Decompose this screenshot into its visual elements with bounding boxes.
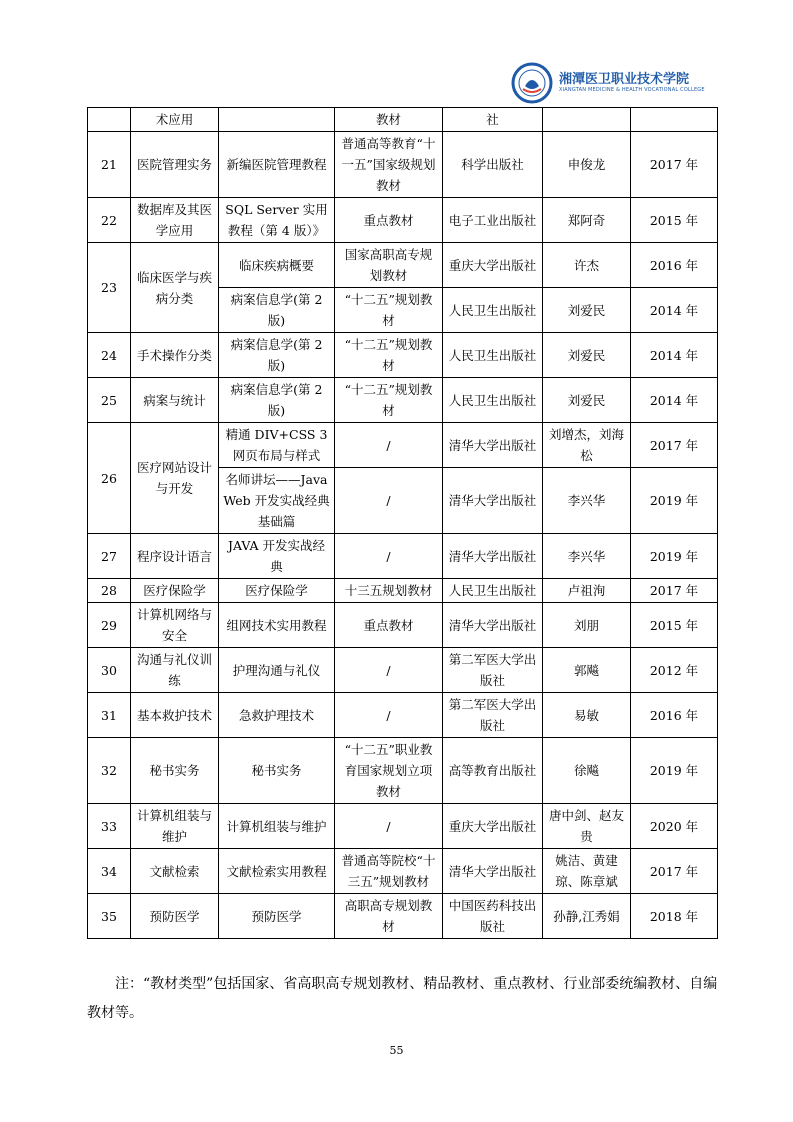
year-cell: 2014 年 [631,333,718,378]
year-cell: 2017 年 [631,849,718,894]
course-name-cell: 文献检索 [131,849,219,894]
table-row [88,132,718,198]
table-row [88,648,718,693]
row-number-cell: 22 [88,198,131,243]
table-cell [88,108,131,132]
row-number-cell: 35 [88,894,131,939]
publisher-cell: 高等教育出版社 [443,738,543,804]
row-number-cell: 24 [88,333,131,378]
table-row [88,579,718,603]
book-type-cell: / [335,534,443,579]
row-number-cell: 33 [88,804,131,849]
table-row [88,378,718,423]
course-name-cell: 医院管理实务 [131,132,219,198]
book-type-cell: / [335,804,443,849]
table-row [88,849,718,894]
book-name-cell: 预防医学 [219,894,335,939]
row-number-cell: 27 [88,534,131,579]
author-cell: 李兴华 [543,468,631,534]
textbook-table [87,107,718,939]
book-name-cell: 医疗保险学 [219,579,335,603]
year-cell: 2019 年 [631,468,718,534]
course-name-cell: 数据库及其医学应用 [131,198,219,243]
book-name-cell: 秘书实务 [219,738,335,804]
table-cell [631,108,718,132]
book-type-cell: 重点教材 [335,603,443,648]
book-type-cell: 国家高职高专规划教材 [335,243,443,288]
school-logo [511,62,711,104]
table-row [88,423,718,468]
course-name-cell: 临床医学与疾病分类 [131,243,219,333]
author-cell: 刘爱民 [543,288,631,333]
book-name-cell: 病案信息学(第 2 版) [219,288,335,333]
row-number-cell: 31 [88,693,131,738]
year-cell: 2016 年 [631,693,718,738]
book-type-cell: “十二五”规划教材 [335,333,443,378]
book-name-cell: 护理沟通与礼仪 [219,648,335,693]
table-row [88,603,718,648]
school-name: 湘潭医卫职业技术学院 [559,72,690,87]
year-cell: 2014 年 [631,378,718,423]
author-cell: 刘爱民 [543,378,631,423]
book-name-cell: 精通 DIV+CSS 3 网页布局与样式 [219,423,335,468]
table-cell [219,108,335,132]
book-type-cell: / [335,693,443,738]
publisher-cell: 第二军医大学出版社 [443,648,543,693]
year-cell: 2012 年 [631,648,718,693]
publisher-cell: 人民卫生出版社 [443,333,543,378]
publisher-cell: 人民卫生出版社 [443,378,543,423]
publisher-cell: 人民卫生出版社 [443,579,543,603]
course-name-cell: 手术操作分类 [131,333,219,378]
book-type-cell: “十二五”规划教材 [335,378,443,423]
course-name-cell: 沟通与礼仪训练 [131,648,219,693]
author-cell: 刘爱民 [543,333,631,378]
book-type-cell: “十二五”规划教材 [335,288,443,333]
publisher-cell: 清华大学出版社 [443,423,543,468]
book-type-cell: 重点教材 [335,198,443,243]
book-name-cell: 计算机组装与维护 [219,804,335,849]
book-type-cell: 十三五规划教材 [335,579,443,603]
author-cell: 郑阿奇 [543,198,631,243]
table-row [88,243,718,288]
book-name-cell: 病案信息学(第 2 版) [219,333,335,378]
author-cell: 卢祖洵 [543,579,631,603]
publisher-cell: 清华大学出版社 [443,468,543,534]
publisher-cell: 电子工业出版社 [443,198,543,243]
year-cell: 2020 年 [631,804,718,849]
course-name-cell: 基本救护技术 [131,693,219,738]
course-name-cell: 计算机组装与维护 [131,804,219,849]
book-name-cell: 新编医院管理教程 [219,132,335,198]
book-name-cell: 组网技术实用教程 [219,603,335,648]
row-number-cell: 25 [88,378,131,423]
author-cell: 唐中剑、赵友贵 [543,804,631,849]
year-cell: 2015 年 [631,603,718,648]
year-cell: 2016 年 [631,243,718,288]
book-type-cell: / [335,648,443,693]
table-row [88,333,718,378]
book-name-cell: 临床疾病概要 [219,243,335,288]
course-name-cell: 医疗网站设计与开发 [131,423,219,534]
course-name-cell: 程序设计语言 [131,534,219,579]
year-cell: 2017 年 [631,579,718,603]
author-cell: 易敏 [543,693,631,738]
table-cell: 教材 [335,108,443,132]
author-cell: 刘增杰，刘海松 [543,423,631,468]
book-type-cell: / [335,468,443,534]
year-cell: 2015 年 [631,198,718,243]
author-cell: 孙静,江秀娟 [543,894,631,939]
course-name-cell: 医疗保险学 [131,579,219,603]
publisher-cell: 第二军医大学出版社 [443,693,543,738]
school-name-en: XIANGTAN MEDICINE & HEALTH VOCATIONAL COLLEGE [559,87,705,93]
author-cell: 徐飚 [543,738,631,804]
school-emblem-icon [511,62,553,104]
book-type-cell: “十二五”职业教育国家规划立项教材 [335,738,443,804]
book-name-cell: 文献检索实用教程 [219,849,335,894]
row-number-cell: 32 [88,738,131,804]
author-cell: 刘朋 [543,603,631,648]
course-name-cell: 预防医学 [131,894,219,939]
table-row [88,693,718,738]
author-cell: 姚洁、黄建琼、陈章斌 [543,849,631,894]
table-note: 注：“教材类型”包括国家、省高职高专规划教材、精品教材、重点教材、行业部委统编教材、自编教材等。 [87,976,718,1021]
row-number-cell: 30 [88,648,131,693]
book-name-cell: JAVA 开发实战经典 [219,534,335,579]
table-row [88,108,718,132]
row-number-cell: 34 [88,849,131,894]
year-cell: 2019 年 [631,738,718,804]
book-name-cell: 病案信息学(第 2 版) [219,378,335,423]
book-type-cell: 高职高专规划教材 [335,894,443,939]
publisher-cell: 清华大学出版社 [443,603,543,648]
author-cell: 申俊龙 [543,132,631,198]
course-name-cell: 计算机网络与安全 [131,603,219,648]
year-cell: 2017 年 [631,423,718,468]
book-name-cell: 急救护理技术 [219,693,335,738]
year-cell: 2014 年 [631,288,718,333]
author-cell: 许杰 [543,243,631,288]
publisher-cell: 清华大学出版社 [443,849,543,894]
table-cell [543,108,631,132]
row-number-cell: 21 [88,132,131,198]
author-cell: 郭飚 [543,648,631,693]
publisher-cell: 重庆大学出版社 [443,804,543,849]
course-name-cell: 病案与统计 [131,378,219,423]
publisher-cell: 清华大学出版社 [443,534,543,579]
publisher-cell: 中国医药科技出版社 [443,894,543,939]
publisher-cell: 人民卫生出版社 [443,288,543,333]
book-name-cell: 名师讲坛——Java Web 开发实战经典基础篇 [219,468,335,534]
year-cell: 2019 年 [631,534,718,579]
book-type-cell: / [335,423,443,468]
row-number-cell: 23 [88,243,131,333]
table-row [88,894,718,939]
row-number-cell: 28 [88,579,131,603]
table-cell: 社 [443,108,543,132]
page-number: 55 [389,1044,404,1057]
book-type-cell: 普通高等院校“十三五”规划教材 [335,849,443,894]
year-cell: 2017 年 [631,132,718,198]
row-number-cell: 29 [88,603,131,648]
publisher-cell: 科学出版社 [443,132,543,198]
year-cell: 2018 年 [631,894,718,939]
table-row [88,534,718,579]
row-number-cell: 26 [88,423,131,534]
table-row [88,804,718,849]
publisher-cell: 重庆大学出版社 [443,243,543,288]
course-name-cell: 秘书实务 [131,738,219,804]
table-row [88,198,718,243]
table-cell: 术应用 [131,108,219,132]
author-cell: 李兴华 [543,534,631,579]
book-type-cell: 普通高等教育“十一五”国家级规划教材 [335,132,443,198]
table-row [88,738,718,804]
book-name-cell: SQL Server 实用教程（第 4 版）》 [219,198,335,243]
